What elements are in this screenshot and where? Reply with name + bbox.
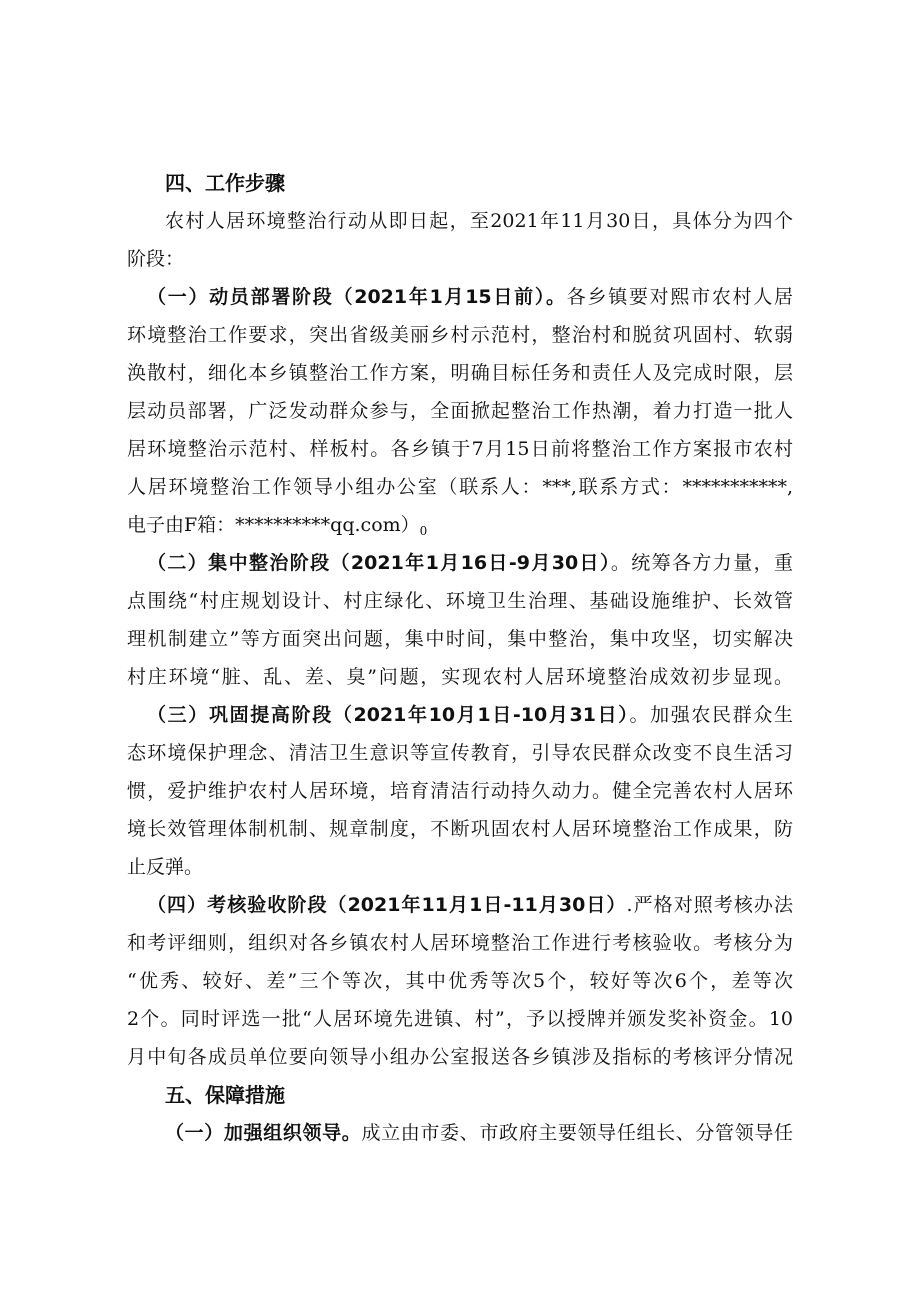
stage1-line: 人居环境整治工作领导小组办公室（联系人：***,联系方式：***********,	[127, 476, 793, 498]
stage2-line: 点围绕“村庄规划设计、村庄绿化、环境卫生治理、基础设施维护、长效管	[127, 590, 793, 612]
stage1-line: 层动员部署，广泛发动群众参与，全面掀起整治工作热潮，着力打造一批人	[127, 400, 793, 422]
stage3-line: 态环境保护理念、清洁卫生意识等宣传教育，引导农民群众改变不良生活习	[127, 742, 793, 764]
stage4-line: 和考评细则，组织对各乡镇农村人居环境整治工作进行考核验收。考核分为	[127, 932, 793, 954]
measure1-first-line	[165, 1121, 793, 1145]
stage1-text: 各乡镇要对熙市农村人居	[566, 286, 793, 308]
stage1-last-line	[127, 513, 793, 543]
stage3-text: 。加强农民群众生	[629, 704, 793, 726]
stage1-tail-mark: 0	[419, 524, 428, 538]
stage3-first-line	[147, 703, 793, 727]
stage4-line: 月中旬各成员单位要向领导小组办公室报送各乡镇涉及指标的考核评分情况	[127, 1046, 793, 1068]
stage4-line: 2个。同时评选一批“人居环境先进镇、村”，予以授牌并颁发奖补资金。10	[127, 1008, 793, 1030]
stage1-line: 居环境整治示范村、样板村。各乡镇于7月15日前将整治工作方案报市农村	[127, 438, 793, 460]
stage2-title: （二）集中整治阶段（2021年1月16日-9月30日）	[147, 552, 611, 574]
stage3-line: 止反弹。	[127, 856, 204, 878]
stage1-line: 涣散村，细化本乡镇整治工作方案，明确目标任务和责任人及完成时限，层	[127, 362, 793, 384]
stage3-line: 境长效管理体制机制、规章制度，不断巩固农村人居环境整治工作成果，防	[127, 818, 793, 840]
stage1-line: 环境整治工作要求，突出省级美丽乡村示范村，整治村和脱贫巩固村、软弱	[127, 324, 793, 346]
stage1-first-line	[147, 285, 793, 309]
stage3-title: （三）巩固提高阶段（2021年10月1日-10月31日）	[147, 704, 630, 726]
stage4-text: .严格对照考核办法	[626, 894, 793, 916]
stage1-title: （一）动员部署阶段（2021年1月15日前）。	[147, 286, 567, 308]
stage4-title: （四）考核验收阶段（2021年11月1日-11月30日）	[147, 894, 627, 916]
intro-paragraph-line: 农村人居环境整治行动从即日起，至2021年11月30日，具体分为四个	[165, 210, 793, 232]
intro-paragraph-line: 阶段：	[127, 248, 185, 270]
section-heading-safeguards: 五、保障措施	[165, 1083, 285, 1107]
stage4-line: “优秀、较好、差”三个等次，其中优秀等次5个，较好等次6个，差等次	[127, 970, 793, 992]
stage2-line: 村庄环境“脏、乱、差、臭”问题，实现农村人居环境整治成效初步显现。	[127, 666, 793, 688]
measure1-title: （一）加强组织领导。	[165, 1122, 362, 1144]
stage2-line: 理机制建立”等方面突出问题，集中时间，集中整治，集中攻坚，切实解决	[127, 628, 793, 650]
measure1-text: 成立由市委、市政府主要领导任组长、分管领导任	[361, 1122, 793, 1144]
stage3-line: 惯，爱护维护农村人居环境，培育清洁行动持久动力。健全完善农村人居环	[127, 780, 793, 802]
stage4-first-line	[147, 893, 793, 917]
stage1-email-text: 电子由F箱：**********qq.com）	[127, 514, 420, 536]
stage2-first-line	[147, 551, 793, 575]
stage2-text: 。统筹各方力量，重	[610, 552, 793, 574]
section-heading-work-steps: 四、工作步骤	[165, 171, 285, 195]
